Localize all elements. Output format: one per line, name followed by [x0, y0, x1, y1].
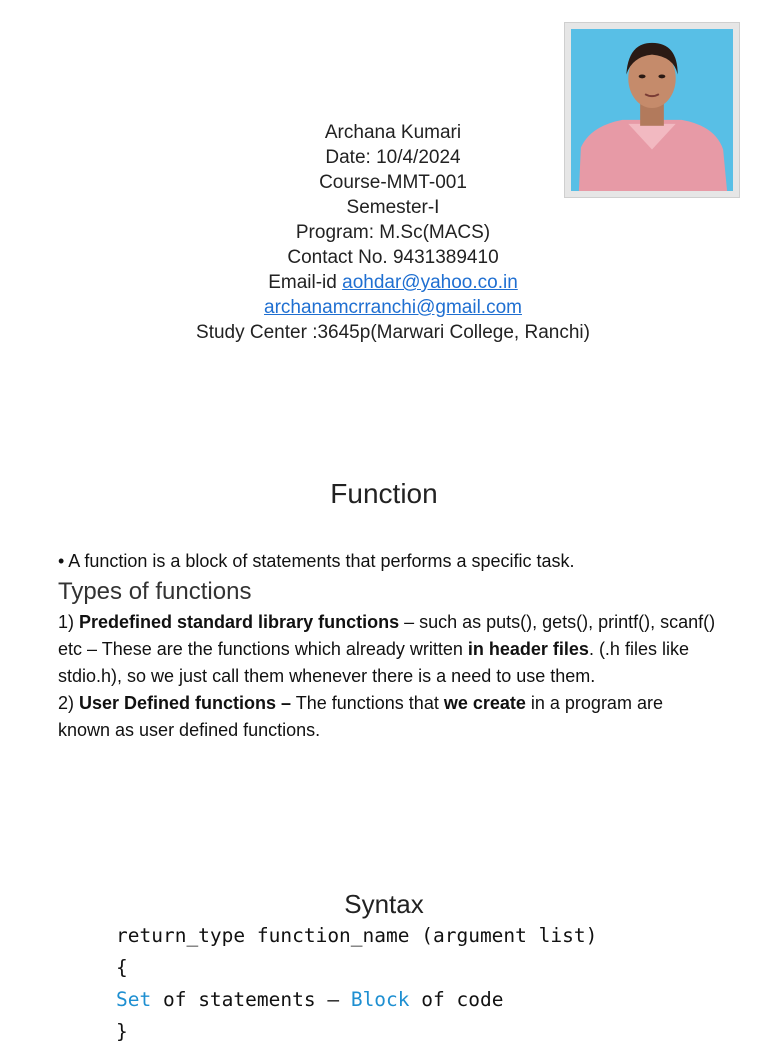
- study-center-line: Study Center :3645p(Marwari College, Ranchi): [196, 322, 590, 343]
- item-text-end: . (.h files like stdio.h), so we just call them whenever there is a need to use them.: [58, 639, 689, 686]
- slide-title: Syntax: [344, 889, 424, 919]
- list-item-2: [58, 690, 718, 744]
- slide-body: [58, 548, 718, 744]
- item-text: The functions that: [291, 693, 444, 713]
- code-line: return_type function_name (argument list): [116, 924, 598, 947]
- item-bold-term: User Defined functions –: [79, 693, 292, 713]
- code-block: [116, 920, 597, 1048]
- item-number: 1): [58, 612, 80, 632]
- email-line-2: [100, 295, 686, 320]
- email-link-gmail[interactable]: archanamcrranchi@gmail.com: [264, 297, 522, 318]
- item-text-end: in a program are known as user defined functions.: [58, 693, 663, 740]
- code-line: {: [116, 956, 128, 979]
- definition-bullet: • A function is a block of statements that performs a specific task.: [58, 551, 575, 571]
- slide-syntax: [0, 880, 768, 1043]
- email-line: [100, 270, 686, 295]
- program-line: Program: M.Sc(MACS): [295, 222, 491, 243]
- email-label: Email-id: [268, 272, 343, 293]
- date-line: Date: 10/4/2024: [325, 147, 461, 168]
- semester-line: Semester-I: [346, 197, 440, 218]
- item-text: – such as puts(), gets(), printf(), scanf() etc – These are the functions which already written: [58, 612, 716, 659]
- item-bold-phrase: in header files: [467, 639, 589, 659]
- contact-line: Contact No. 9431389410: [287, 247, 499, 268]
- slide-author-info: [0, 0, 768, 390]
- code-text: of statements –: [151, 988, 351, 1011]
- slide-title: Function: [330, 478, 438, 509]
- list-item-1: [58, 609, 718, 690]
- course-line: Course-MMT-001: [319, 172, 467, 193]
- item-bold-phrase: we create: [443, 693, 526, 713]
- code-text: of code: [409, 988, 504, 1011]
- subheading: Types of functions: [58, 578, 252, 605]
- author-info-block: [100, 120, 686, 345]
- email-link-yahoo[interactable]: aohdar@yahoo.co.in: [342, 272, 518, 293]
- code-keyword: Block: [350, 988, 410, 1011]
- slide-function: [0, 460, 768, 790]
- code-keyword: Set: [116, 988, 152, 1011]
- code-line: [116, 984, 597, 1016]
- code-line: }: [116, 1020, 128, 1043]
- item-bold-term: Predefined standard library functions: [79, 612, 400, 632]
- author-name: Archana Kumari: [324, 122, 462, 143]
- item-number: 2): [58, 693, 80, 713]
